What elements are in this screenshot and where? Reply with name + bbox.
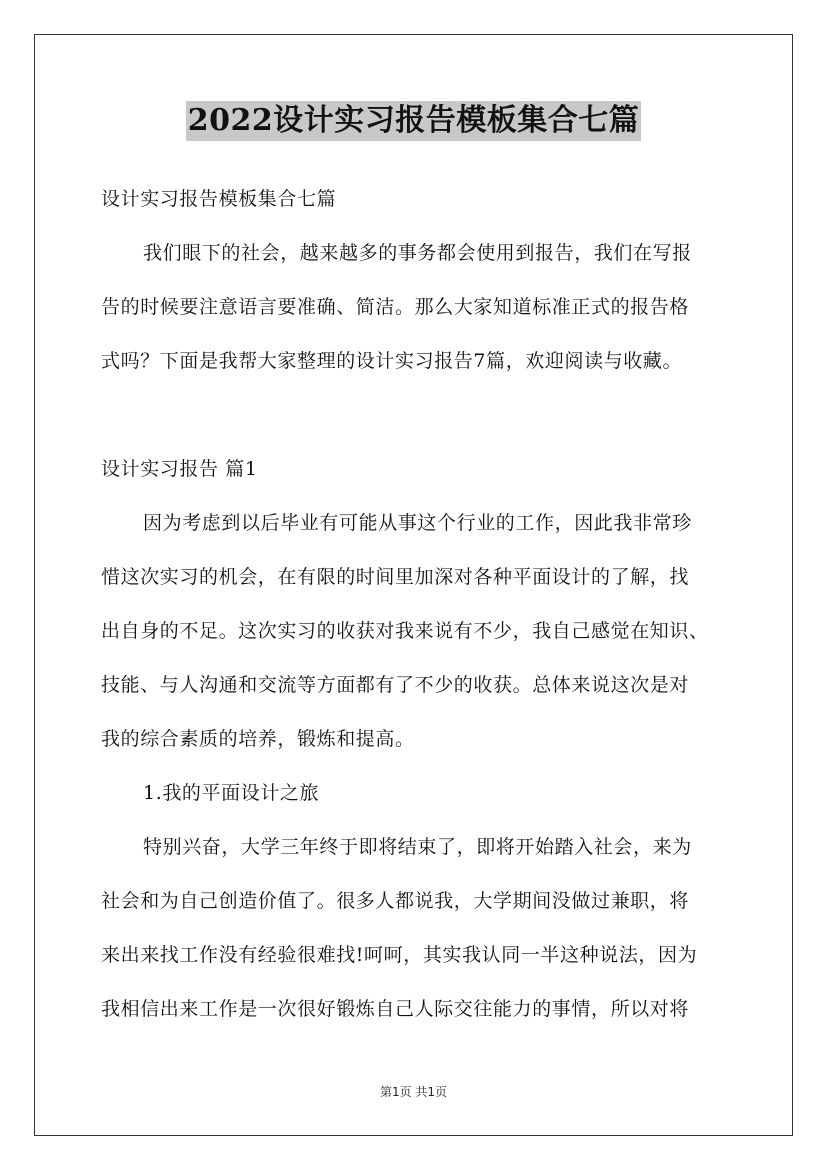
intro-line: 我们眼下的社会，越来越多的事务都会使用到报告，我们在写报	[143, 242, 692, 264]
paragraph-line: 因为考虑到以后毕业有可能从事这个行业的工作，因此我非常珍	[143, 512, 692, 534]
paragraph-line: 特别兴奋，大学三年终于即将结束了，即将开始踏入社会，来为	[143, 836, 692, 858]
document-subtitle: 设计实习报告模板集合七篇	[101, 188, 337, 210]
paragraph-line: 技能、与人沟通和交流等方面都有了不少的收获。总体来说这次是对	[101, 674, 690, 696]
paragraph-line: 社会和为自己创造价值了。很多人都说我，大学期间没做过兼职，将	[101, 890, 690, 912]
subheading: 1.我的平面设计之旅	[143, 782, 320, 804]
paragraph-line: 来出来找工作没有经验很难找!呵呵，其实我认同一半这种说法，因为	[101, 944, 698, 966]
section-heading: 设计实习报告 篇1	[101, 458, 258, 480]
document-body	[101, 172, 731, 1036]
paragraph-line: 我的综合素质的培养，锻炼和提高。	[101, 728, 415, 750]
paragraph-line: 我相信出来工作是一次很好锻炼自己人际交往能力的事情，所以对将	[101, 998, 690, 1020]
paragraph-gap	[101, 388, 731, 442]
intro-line: 告的时候要注意语言要准确、简洁。那么大家知道标准正式的报告格	[101, 296, 690, 318]
paragraph-line: 惜这次实习的机会，在有限的时间里加深对各种平面设计的了解，找	[101, 566, 690, 588]
paragraph-line: 出自身的不足。这次实习的收获对我来说有不少，我自己感觉在知识、	[101, 620, 709, 642]
document-title	[0, 100, 827, 141]
intro-line: 式吗？下面是我帮大家整理的设计实习报告7篇，欢迎阅读与收藏。	[101, 350, 683, 372]
document-title-text: 2022设计实习报告模板集合七篇	[186, 101, 642, 141]
page-footer: 第1页 共1页	[379, 1085, 448, 1099]
